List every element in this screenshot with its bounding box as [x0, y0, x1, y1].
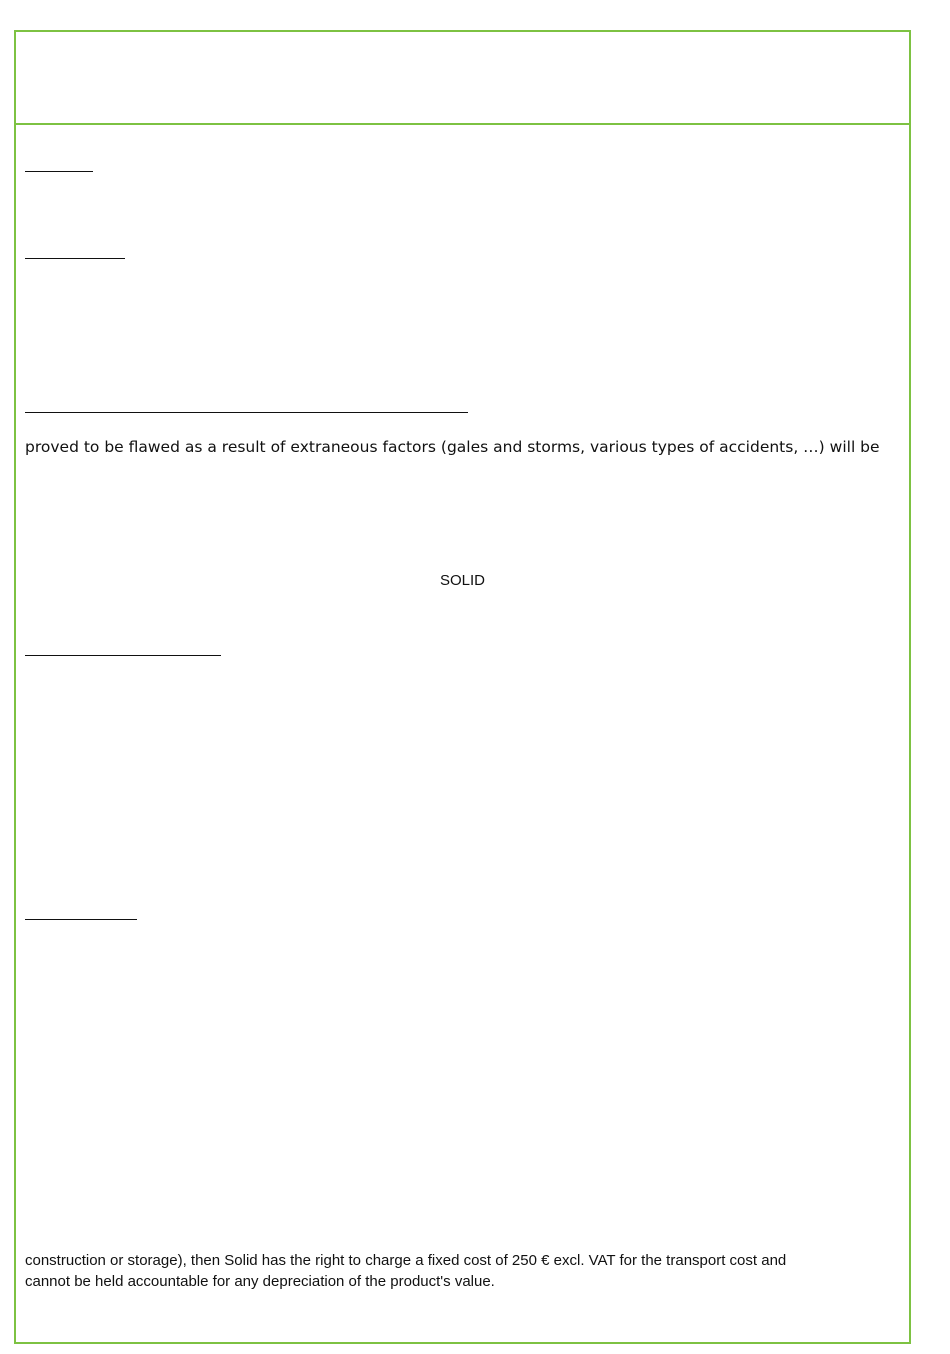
- body-text-line: proved to be flawed as a result of extraneous factors (gales and storms, various types of accidents, …) will be: [25, 438, 880, 456]
- section-heading-underline-4: [25, 655, 221, 656]
- section-heading-underline-1: [25, 171, 93, 172]
- footer-text-line-2: cannot be held accountable for any depreciation of the product's value.: [25, 1273, 495, 1290]
- center-company-name: SOLID: [439, 572, 485, 589]
- section-heading-underline-5: [25, 919, 137, 920]
- header-band: [16, 32, 909, 125]
- page-frame: [14, 30, 911, 1344]
- section-heading-underline-2: [25, 258, 125, 259]
- footer-text-line-1: construction or storage), then Solid has the right to charge a fixed cost of 250 € excl. VAT for the transport cost and: [25, 1252, 787, 1269]
- section-heading-underline-3: [25, 412, 468, 413]
